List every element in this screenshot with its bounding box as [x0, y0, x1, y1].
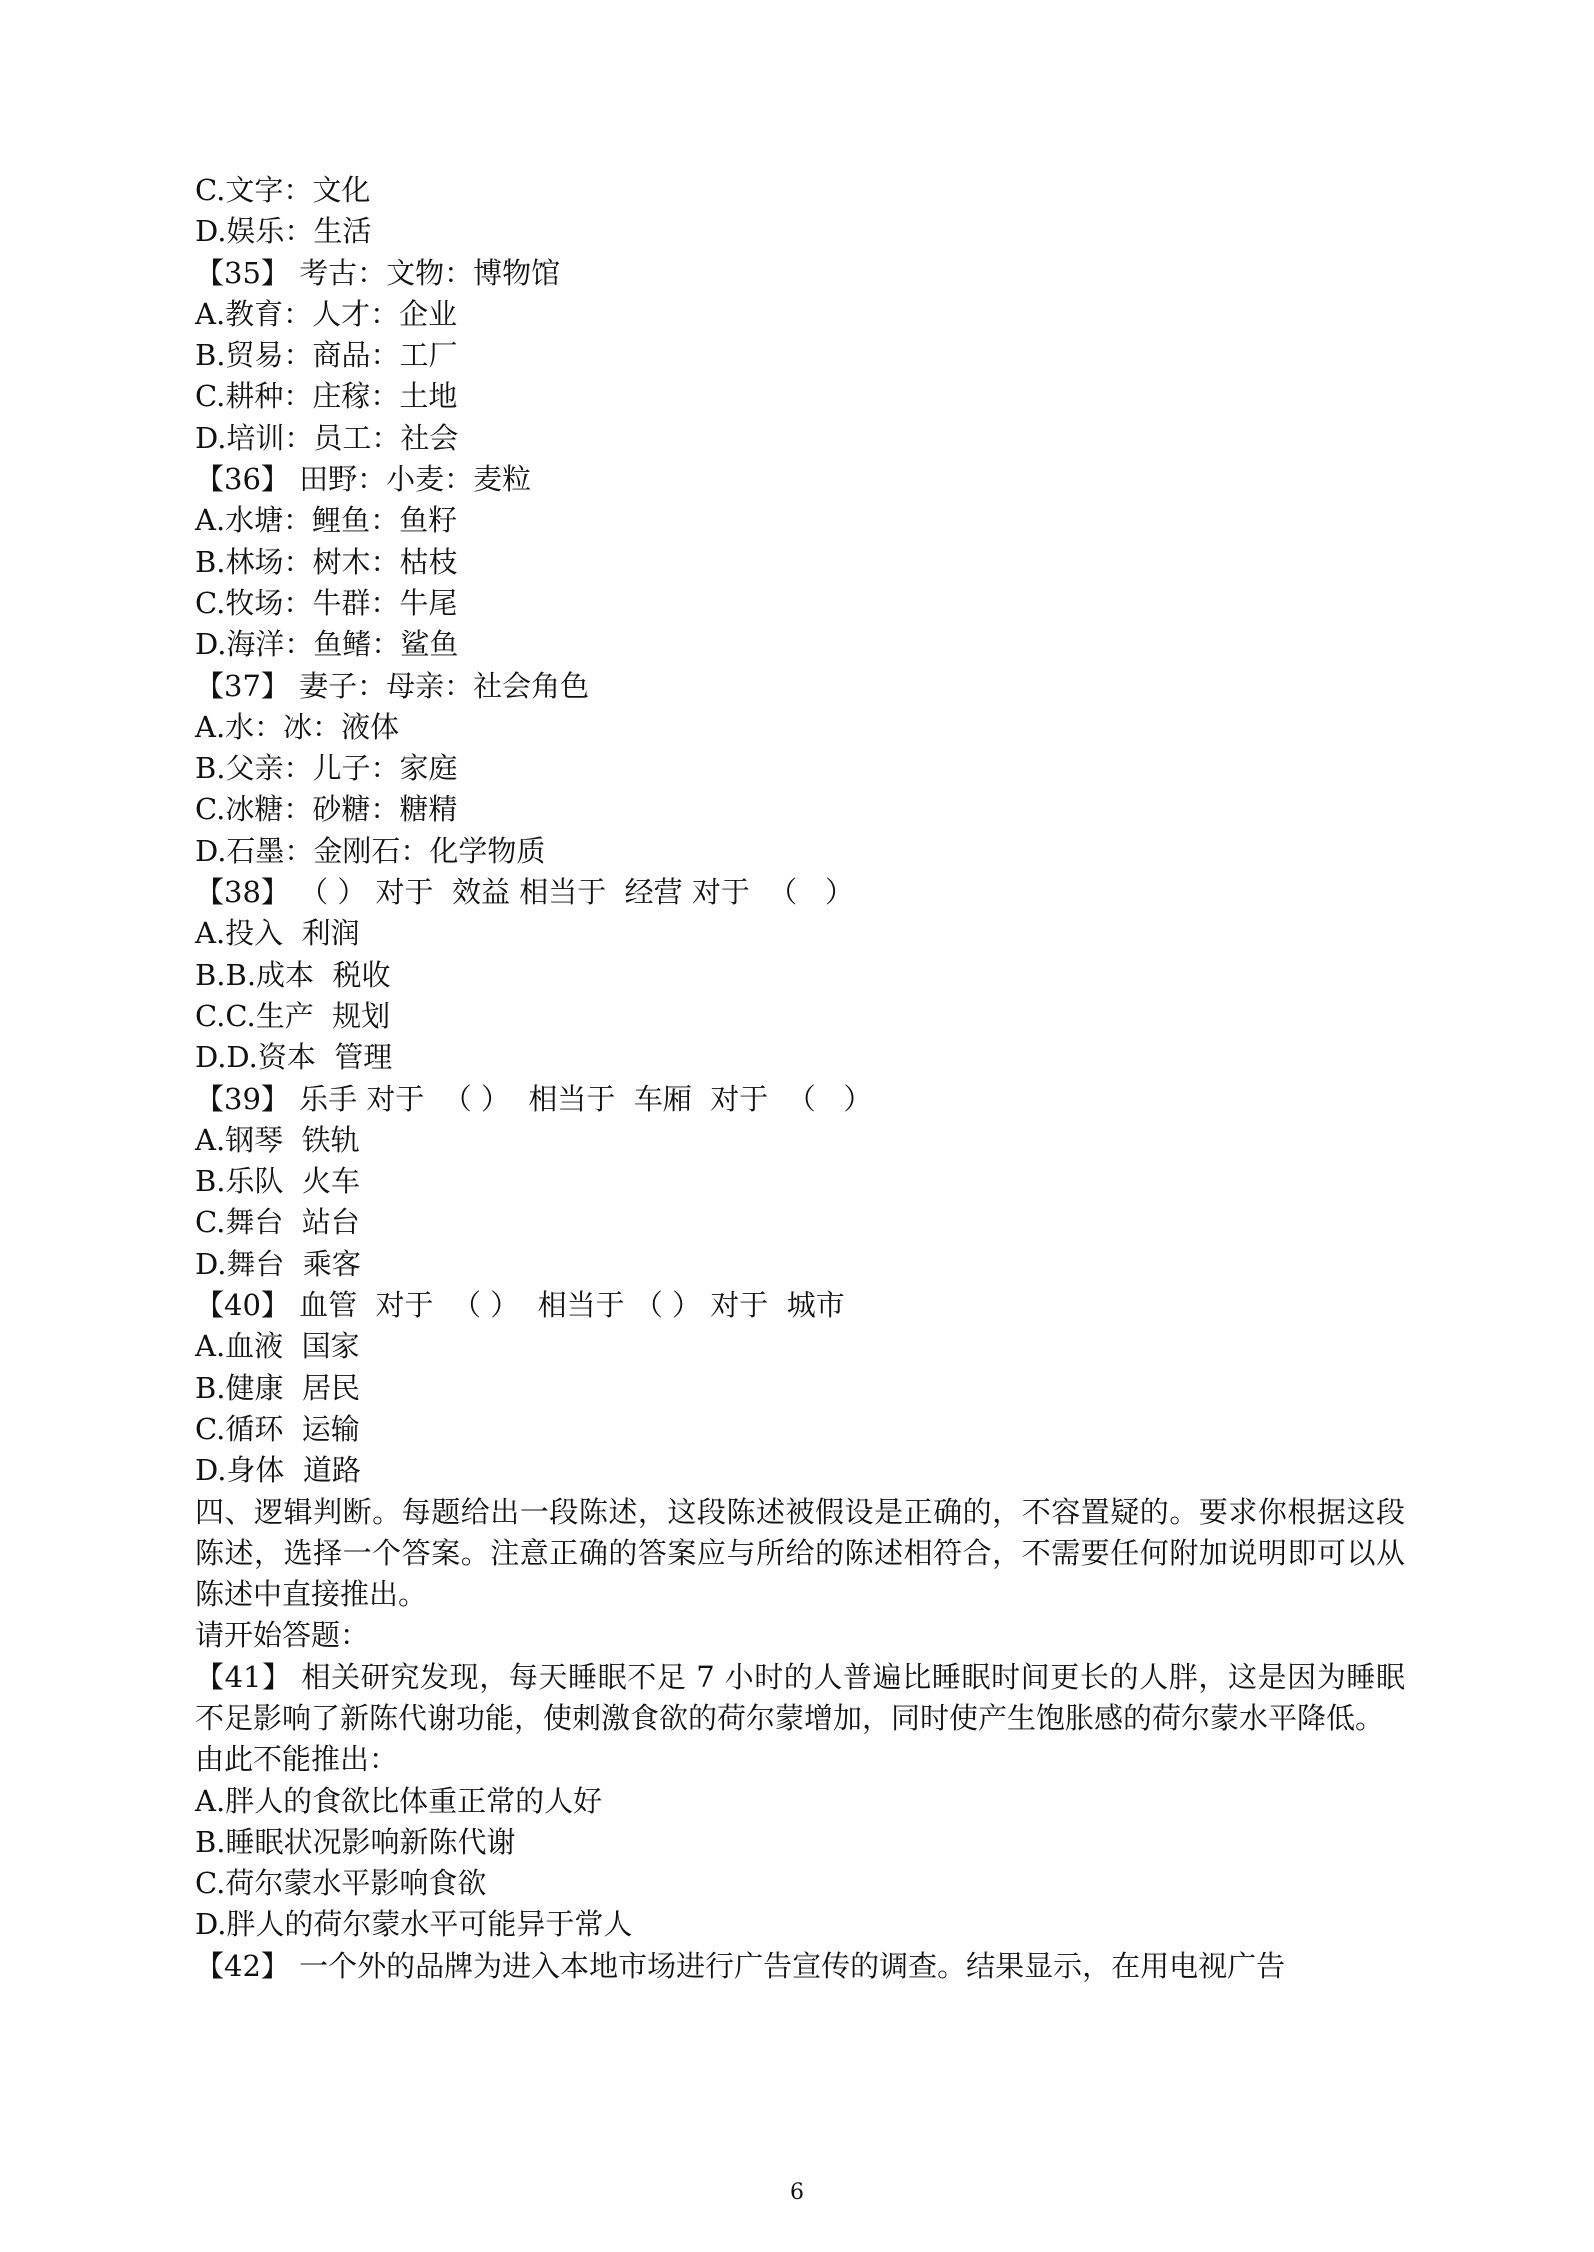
text-line: D.培训：员工：社会	[195, 420, 459, 455]
text-line: C.牧场：牛群：牛尾	[195, 585, 458, 620]
text-line: 【37】 妻子：母亲：社会角色	[195, 668, 590, 703]
page-number: 6	[790, 2180, 804, 2205]
text-line: B.贸易：商品：工厂	[195, 338, 458, 373]
question-41-options	[195, 1739, 1405, 1945]
text-line: A.钢琴 铁轨	[195, 1122, 360, 1157]
text-line: 【39】 乐手 对于 （ ） 相当于 车厢 对于 （ ）	[195, 1081, 873, 1116]
text-line: D.身体 道路	[195, 1453, 361, 1488]
text-line: D.娱乐：生活	[195, 214, 372, 249]
option-line: C.荷尔蒙水平影响食欲	[195, 1866, 487, 1901]
text-line: B.父亲：儿子：家庭	[195, 751, 458, 786]
text-line: C.冰糖：砂糖：糖精	[195, 792, 458, 827]
section-4-intro: 四、逻辑判断。每题给出一段陈述，这段陈述被假设是正确的，不容置疑的。要求你根据这段陈述，选择一个答案。注意正确的答案应与所给的陈述相符合，不需要任何附加说明即可以从陈述中直接推出。	[195, 1494, 1405, 1612]
text-line: C.文字：文化	[195, 173, 371, 207]
text-line: C.循环 运输	[195, 1411, 360, 1446]
text-line: B.健康 居民	[195, 1370, 360, 1405]
text-line: D.D.资本 管理	[195, 1040, 393, 1075]
text-line: A.水：冰：液体	[195, 709, 400, 744]
text-line: C.舞台 站台	[195, 1205, 360, 1240]
question-42-stem: 【42】 一个外的品牌为进入本地市场进行广告宣传的调查。结果显示，在用电视广告	[195, 1948, 1286, 1983]
option-line: 由此不能推出：	[195, 1742, 399, 1777]
page-content	[195, 170, 1405, 1987]
text-line: D.石墨：金刚石：化学物质	[195, 833, 546, 868]
text-line: 【38】 （ ） 对于 效益 相当于 经营 对于 （ ）	[195, 875, 854, 910]
option-line: A.胖人的食欲比体重正常的人好	[195, 1783, 603, 1818]
text-line: C.C.生产 规划	[195, 998, 391, 1033]
text-line: A.血液 国家	[195, 1329, 360, 1364]
text-line: 【36】 田野：小麦：麦粒	[195, 462, 532, 497]
text-line: B.林场：树木：枯枝	[195, 544, 458, 579]
text-line: A.教育：人才：企业	[195, 296, 458, 331]
text-line: D.海洋：鱼鳍：鲨鱼	[195, 627, 459, 662]
text-line: C.耕种：庄稼：土地	[195, 379, 458, 414]
option-line: D.胖人的荷尔蒙水平可能异于常人	[195, 1907, 633, 1942]
text-line: 【35】 考古：文物：博物馆	[195, 255, 561, 290]
option-line: B.睡眠状况影响新陈代谢	[195, 1824, 516, 1859]
text-line: B.B.成本 税收	[195, 957, 391, 992]
text-line: A.水塘：鲤鱼：鱼籽	[195, 503, 458, 538]
text-line: A.投入 利润	[195, 916, 360, 951]
text-line: 【40】 血管 对于 （ ） 相当于 （ ） 对于 城市	[195, 1288, 845, 1323]
start-prompt: 请开始答题：	[195, 1618, 370, 1653]
question-list-34-40	[195, 170, 1405, 1492]
question-41-stem: 【41】 相关研究发现，每天睡眠不足 7 小时的人普遍比睡眠时间更长的人胖，这是因为睡眠不足影响了新陈代谢功能，使刺激食欲的荷尔蒙增加，同时使产生饱胀感的荷尔蒙水平降低。	[195, 1659, 1405, 1735]
text-line: D.舞台 乘客	[195, 1246, 361, 1281]
text-line: B.乐队 火车	[195, 1164, 360, 1199]
